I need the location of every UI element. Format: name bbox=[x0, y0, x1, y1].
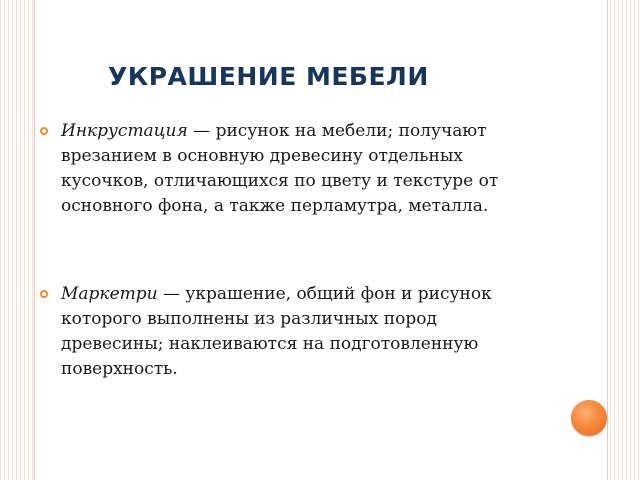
circle-bullet-icon bbox=[40, 290, 48, 298]
bullet-definition: — украшение, общий фон и рисунок которого выполнены из различных пород древесины; наклеиваются на подготовленную поверхность. bbox=[61, 284, 492, 379]
bullet-term: Маркетри bbox=[61, 284, 158, 304]
bullet-text bbox=[40, 119, 530, 219]
bullet-definition: — рисунок на мебели; получают врезанием в основную древесину отдельных кусочков, отличающихся по цвету и текстуре от основного фона, а также перламутра, металла. bbox=[61, 121, 499, 216]
left-decorative-stripes bbox=[0, 0, 34, 480]
orange-orb-icon bbox=[571, 400, 607, 436]
bullet-text bbox=[40, 282, 530, 382]
circle-bullet-icon bbox=[40, 127, 48, 135]
slide-title: УКРАШЕНИЕ МЕБЕЛИ bbox=[108, 62, 429, 91]
right-decorative-stripes bbox=[606, 0, 640, 480]
bullet-item bbox=[40, 282, 530, 382]
bullet-item bbox=[40, 119, 530, 219]
bullet-term: Инкрустация bbox=[61, 121, 188, 141]
